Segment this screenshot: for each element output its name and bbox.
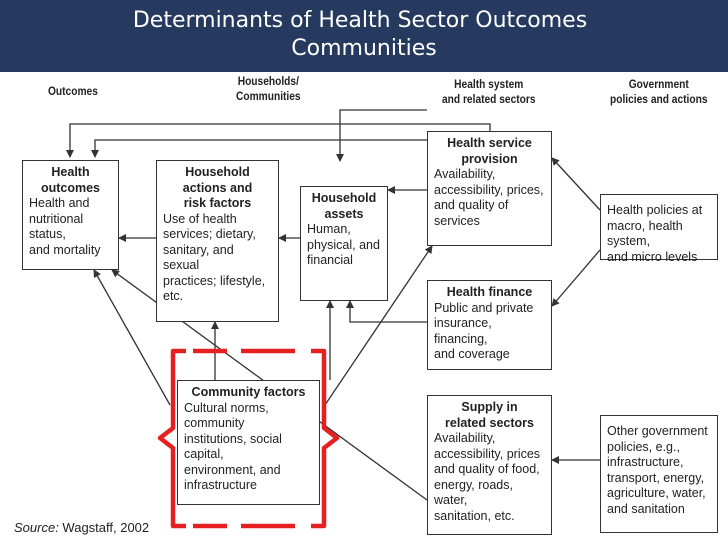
box-health-outcomes-body: Health and nutritional status, and mortality (29, 196, 101, 257)
box-health-service-title: Health service provision (447, 136, 532, 166)
box-health-finance-body: Public and private insurance, financing, and coverage (434, 300, 534, 361)
box-health-finance-title: Health finance (446, 285, 533, 299)
box-health-policies (600, 194, 718, 264)
box-household-assets-body: Human, physical, and financial (307, 222, 380, 267)
box-other-government-policies (600, 415, 718, 533)
arrow-service-to-assets (340, 110, 427, 161)
box-household-actions (156, 160, 279, 322)
arrow-policies-to-service (552, 158, 600, 210)
box-community-factors-title: Community factors (191, 385, 306, 399)
box-supply-related-sectors (427, 395, 552, 535)
box-health-finance (427, 280, 552, 370)
box-household-actions-body: Use of health services; dietary, sanitary, and sexual practices; lifestyle, etc. (163, 211, 266, 303)
arrow-policies-to-finance (552, 250, 600, 306)
box-other-policies-body: Other government policies, e.g., infrastructure, transport, energy, agriculture, water, and sanitation (607, 424, 708, 516)
slide-title-line2: Communities (291, 36, 437, 61)
header-households: Households/ Communities (236, 74, 301, 103)
source-citation (14, 520, 149, 535)
box-health-service (427, 131, 552, 246)
box-supply-related-body: Availability, accessibility, prices and quality of food, energy, roads, water, sanitation, etc. (434, 431, 541, 523)
box-health-outcomes-title: Health outcomes (40, 165, 101, 195)
slide-title-line1: Determinants of Health Sector Outcomes (132, 8, 588, 33)
box-community-factors-body: Cultural norms, community institutions, social capital, environment, and infrastructure (184, 400, 282, 492)
box-health-policies-body: Health policies at macro, health system, and micro levels (607, 203, 703, 264)
source-label: Source: (14, 520, 59, 535)
box-supply-related-title: Supply in related sectors (445, 400, 534, 430)
header-government: Government policies and actions (610, 77, 708, 106)
box-household-assets (300, 186, 388, 301)
arrow-service-to-actions-top (95, 140, 427, 157)
box-health-outcomes (22, 160, 119, 270)
header-health-system: Health system and related sectors (442, 77, 536, 106)
header-outcomes: Outcomes (48, 84, 98, 98)
box-household-assets-title: Household assets (311, 191, 377, 221)
box-health-service-body: Availability, accessibility, prices, and quality of services (434, 167, 544, 228)
source-text: Wagstaff, 2002 (58, 520, 150, 535)
box-community-factors (177, 380, 320, 505)
box-household-actions-title: Household actions and risk factors (182, 165, 253, 210)
